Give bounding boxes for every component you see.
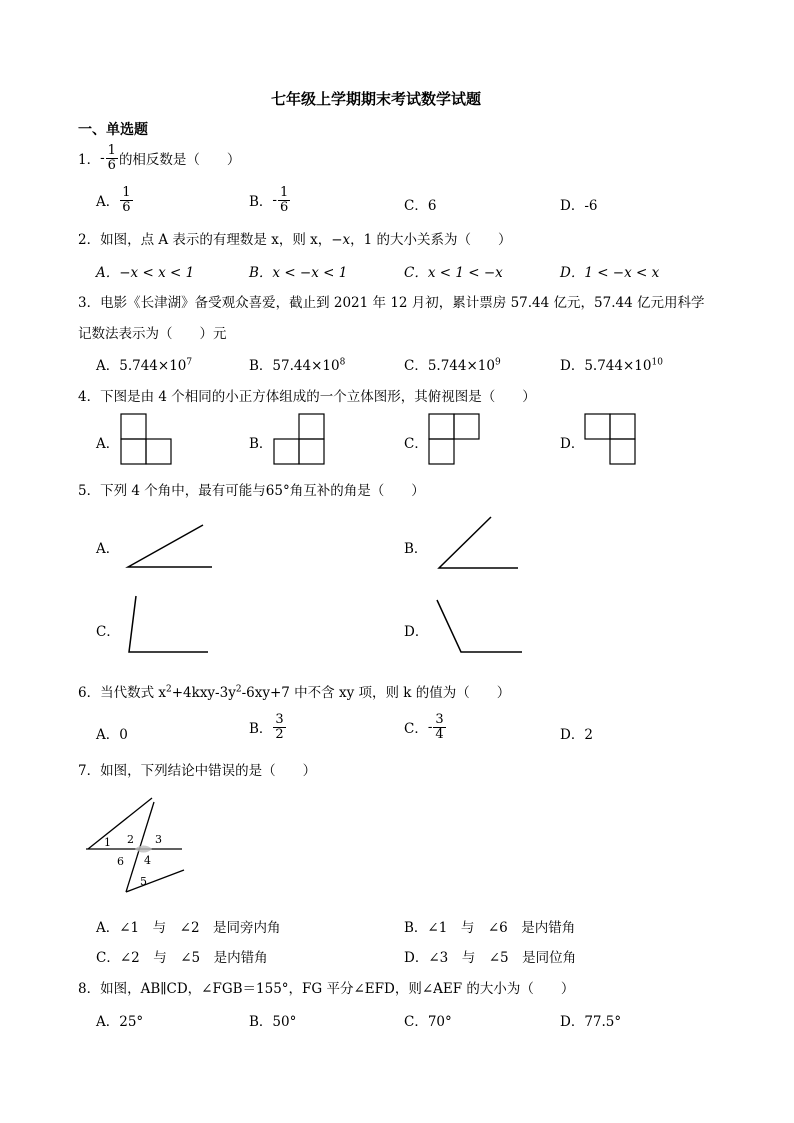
q3-option-d[interactable]: D．$5.744\times 10^{10}$ (560, 357, 663, 374)
angle-label-1: 1 (104, 836, 111, 849)
question-5-stem: 5．下列 4 个角中，最有可能与65°角互补的角是（ ） (78, 483, 425, 499)
q7-option-a[interactable]: A．∠1 与 ∠2 是同旁内角 (96, 920, 281, 936)
q1-option-b[interactable]: B． - $\frac{1}{6}$ (249, 185, 289, 215)
angle-label-4: 4 (144, 854, 151, 867)
question-2-stem: 2．如图，点 A 表示的有理数是 x，则 x，−x，1 的大小关系为（ ） (78, 232, 512, 248)
q5-option-d-angle (430, 596, 530, 656)
q8-option-b[interactable]: B．50° (249, 1014, 297, 1030)
question-8-stem: 8．如图，AB∥CD，∠FGB＝155°，FG 平分∠EFD，则∠AEF 的大小为（ ） (78, 981, 575, 997)
angle-label-2: 2 (127, 833, 134, 846)
question-6-stem: 6．当代数式 $x^2+4kxy-3y^2-6xy+7$ 中不含 xy 项，则 k 的值为（ ） (78, 684, 511, 701)
q2-option-a[interactable]: A．−x < x < 1 (96, 265, 195, 281)
angle-label-5: 5 (140, 875, 147, 888)
page-title: 七年级上学期期末考试数学试题 (271, 90, 482, 108)
q1-option-d[interactable]: D．-6 (560, 198, 598, 214)
q6-option-a[interactable]: A．0 (96, 727, 128, 743)
q7-option-b[interactable]: B．∠1 与 ∠6 是内错角 (404, 920, 576, 936)
q2-option-c[interactable]: C．x < 1 < −x (404, 265, 503, 281)
q5-option-c-angle (120, 592, 215, 657)
q4-option-b-label[interactable]: B． (249, 436, 273, 452)
q5-option-a-label[interactable]: A． (96, 541, 120, 557)
q4-option-a-figure (120, 413, 174, 467)
q7-option-d[interactable]: D．∠3 与 ∠5 是同位角 (404, 950, 577, 966)
q8-option-c[interactable]: C．70° (404, 1014, 452, 1030)
q4-option-b-figure (273, 413, 327, 467)
question-1-stem: 1． - $\frac{1}{6}$ 的相反数是（ ） (78, 143, 241, 173)
q3-option-b[interactable]: B．$57.44\times 10^8$ (249, 357, 346, 374)
angle-label-6: 6 (117, 855, 124, 868)
q1-option-c[interactable]: C．6 (404, 198, 437, 214)
q3-option-a[interactable]: A．$5.744\times 10^7$ (96, 357, 193, 374)
q6-option-b[interactable]: B． $\frac{3}{2}$ (249, 712, 284, 742)
q4-option-c-label[interactable]: C． (404, 436, 428, 452)
q2-option-b[interactable]: B．x < −x < 1 (249, 265, 348, 281)
q4-option-c-figure (428, 413, 482, 467)
q6-option-c[interactable]: C． - $\frac{3}{4}$ (404, 712, 444, 742)
q1-option-a[interactable]: A． $\frac{1}{6}$ (96, 185, 131, 215)
q5-option-b-label[interactable]: B． (404, 541, 428, 557)
q8-option-d[interactable]: D．77.5° (560, 1014, 622, 1030)
q3-option-c[interactable]: C．$5.744\times 10^9$ (404, 357, 501, 374)
question-4-stem: 4．下图是由 4 个相同的小正方体组成的一个立体图形，其俯视图是（ ） (78, 389, 536, 405)
q5-option-d-label[interactable]: D． (404, 624, 429, 640)
question-3-stem-line2: 记数法表示为（ ）元 (78, 326, 227, 342)
q4-option-a-label[interactable]: A． (96, 436, 120, 452)
question-3-stem-line1: 3．电影《长津湖》备受观众喜爱，截止到 2021 年 12 月初，累计票房 57.44 亿元，57.44 亿元用科学 (78, 295, 705, 311)
q4-option-d-label[interactable]: D． (560, 436, 585, 452)
section-heading: 一、单选题 (78, 122, 148, 138)
q5-option-a-angle (120, 520, 220, 575)
fraction: $\frac{1}{6}$ (107, 143, 116, 173)
q4-option-d-figure (584, 413, 638, 467)
q2-option-d[interactable]: D．1 < −x < x (560, 265, 660, 281)
q7-option-c[interactable]: C．∠2 与 ∠5 是内错角 (96, 950, 268, 966)
question-7-stem: 7．如图，下列结论中错误的是（ ） (78, 763, 317, 779)
q6-option-d[interactable]: D．2 (560, 727, 593, 743)
q7-figure (82, 792, 192, 897)
q5-option-c-label[interactable]: C． (96, 624, 120, 640)
q5-option-b-angle (430, 512, 530, 572)
q8-option-a[interactable]: A．25° (96, 1014, 144, 1030)
angle-label-3: 3 (155, 833, 162, 846)
